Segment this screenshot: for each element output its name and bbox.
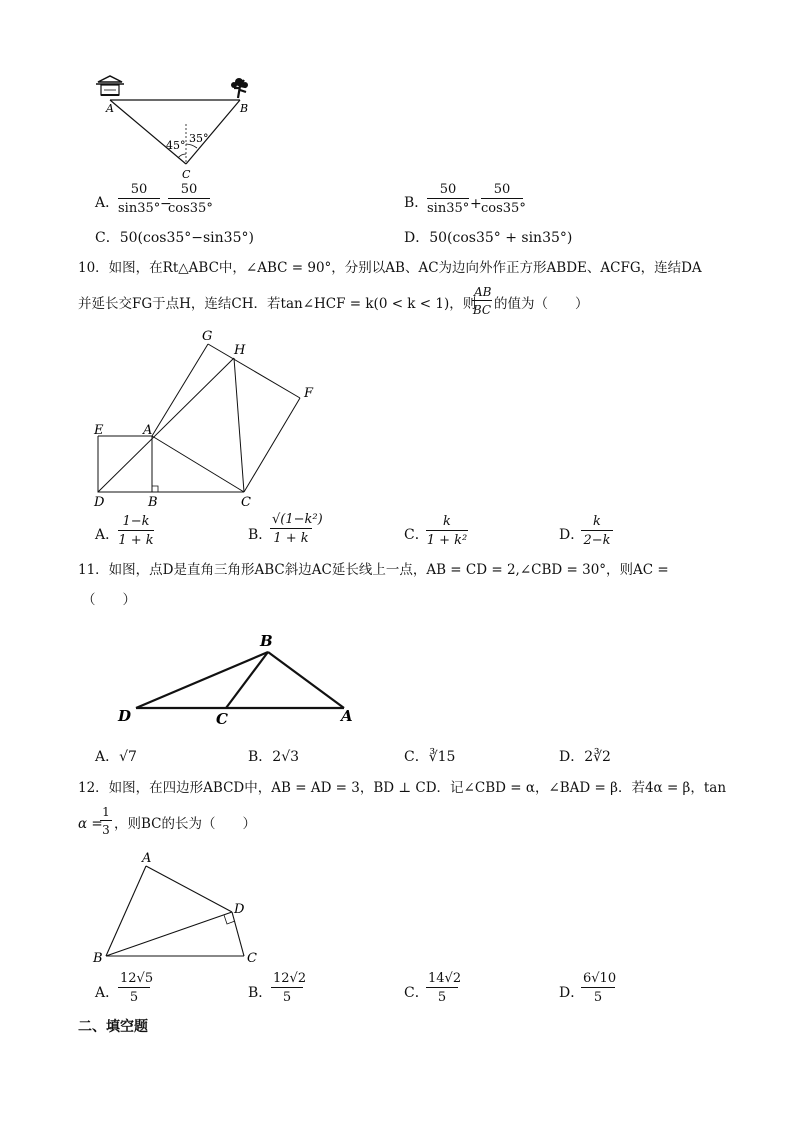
- label-c: C: [241, 495, 251, 510]
- q10-option-a-frac: $\frac{1-k}{1 + k}$: [118, 514, 154, 548]
- section-heading: 二、填空题: [78, 1019, 148, 1035]
- q11-option-c[interactable]: C．∛15: [404, 749, 456, 765]
- q11-question-line1: 11．如图，点D是直角三角形ABC斜边AC延长线上一点，AB = CD = 2,∠CBD = 30°，则AC =: [78, 562, 669, 578]
- q9-figure: [90, 72, 260, 182]
- segment-ac: [110, 100, 186, 164]
- label-a: A: [142, 851, 152, 866]
- q10-question-line2b: 的值为（ ）: [494, 296, 589, 312]
- label-a: A: [143, 423, 153, 438]
- label-angle-45: 45°: [166, 139, 186, 152]
- label-c: C: [247, 951, 257, 966]
- q9-option-a-frac1: $\frac{50}{\sin 35^\circ}$: [118, 182, 161, 216]
- q9-option-a-op: −: [160, 196, 172, 212]
- q9-option-b-frac1: $\frac{50}{\sin 35^\circ}$: [427, 182, 470, 216]
- label-f: F: [304, 386, 314, 401]
- q10-option-a-letter[interactable]: A．: [95, 527, 120, 543]
- label-d: D: [118, 707, 132, 725]
- q10-question-line2a: 并延长交FG于点H，连结CH．若tan∠HCF = k(0 < k < 1)，则: [78, 296, 477, 312]
- q10-option-b-frac: $\frac{\text{√(1−k²)}}{1 + k}$: [272, 512, 323, 546]
- q10-option-d-frac: $\frac{k}{2-k}$: [581, 515, 613, 547]
- label-angle-35: 35°: [189, 132, 209, 145]
- q10-option-c-frac: $\frac{k}{\text{1 + k²}}$: [426, 514, 468, 548]
- q11-option-b[interactable]: B．2√3: [248, 749, 300, 765]
- q11-question-line2: （ ）: [82, 592, 136, 608]
- q10-figure: [88, 322, 328, 512]
- label-d: D: [234, 902, 245, 917]
- label-e: E: [94, 423, 104, 438]
- q10-option-c-letter[interactable]: C．: [404, 527, 429, 543]
- label-b: B: [260, 632, 273, 650]
- label-d: D: [94, 495, 105, 510]
- label-g: G: [202, 329, 213, 344]
- q10-option-d-letter[interactable]: D．: [559, 527, 585, 543]
- label-h: H: [234, 343, 246, 358]
- q12-question-line2b: ，则BC的长为（ ）: [114, 816, 257, 832]
- q10-question-line1: 10．如图，在Rt△ABC中，∠ABC = 90°，分别以AB、AC为边向外作正方形ABDE、ACFG，连结DA: [78, 260, 702, 276]
- q12-option-c-frac: $\frac{14√2}{5}$: [428, 971, 462, 1005]
- q9-option-c[interactable]: C．50(cos35°−sin35°): [95, 230, 254, 246]
- pagoda-icon: [96, 76, 124, 95]
- q12-figure: [90, 846, 270, 966]
- q10-ratio-frac: $\frac{AB}{BC}$: [472, 285, 492, 317]
- q11-option-a[interactable]: A．√7: [95, 749, 137, 765]
- tree-icon: [231, 78, 248, 98]
- label-c: C: [216, 710, 228, 728]
- label-b: B: [93, 951, 103, 966]
- q12-option-d-frac: $\frac{6√10}{5}$: [583, 971, 617, 1005]
- q9-option-a-frac2: $\frac{50}{\cos 35^\circ}$: [168, 182, 213, 216]
- q9-option-d[interactable]: D．50(cos35° + sin35°): [404, 230, 573, 246]
- q12-option-b-letter[interactable]: B．: [248, 985, 273, 1001]
- q9-option-b-op: +: [470, 196, 482, 212]
- label-c: C: [182, 168, 191, 181]
- q12-option-a-frac: $\frac{12√5}{5}$: [120, 971, 154, 1005]
- q12-option-d-letter[interactable]: D．: [559, 985, 585, 1001]
- q12-option-c-letter[interactable]: C．: [404, 985, 429, 1001]
- q12-tan-frac: $\frac{1}{3}$: [100, 806, 112, 836]
- q12-option-b-frac: $\frac{12√2}{5}$: [273, 971, 307, 1005]
- label-b: B: [240, 102, 249, 115]
- q11-option-d[interactable]: D．2∛2: [559, 749, 611, 765]
- q12-question-line2a: α =: [78, 816, 103, 832]
- label-a: A: [106, 102, 114, 115]
- q12-option-a-letter[interactable]: A．: [95, 985, 120, 1001]
- q11-figure: [112, 628, 362, 728]
- q9-option-a-letter[interactable]: A．: [95, 195, 120, 211]
- q9-option-b-letter[interactable]: B．: [404, 195, 429, 211]
- q10-option-b-letter[interactable]: B．: [248, 527, 273, 543]
- q9-option-b-frac2: $\frac{50}{\cos 35^\circ}$: [481, 182, 526, 216]
- label-a: A: [341, 707, 353, 725]
- q12-question-line1: 12．如图，在四边形ABCD中，AB = AD = 3，BD ⊥ CD．记∠CBD = α，∠BAD = β．若4α = β，tan: [78, 780, 727, 796]
- label-b: B: [148, 495, 158, 510]
